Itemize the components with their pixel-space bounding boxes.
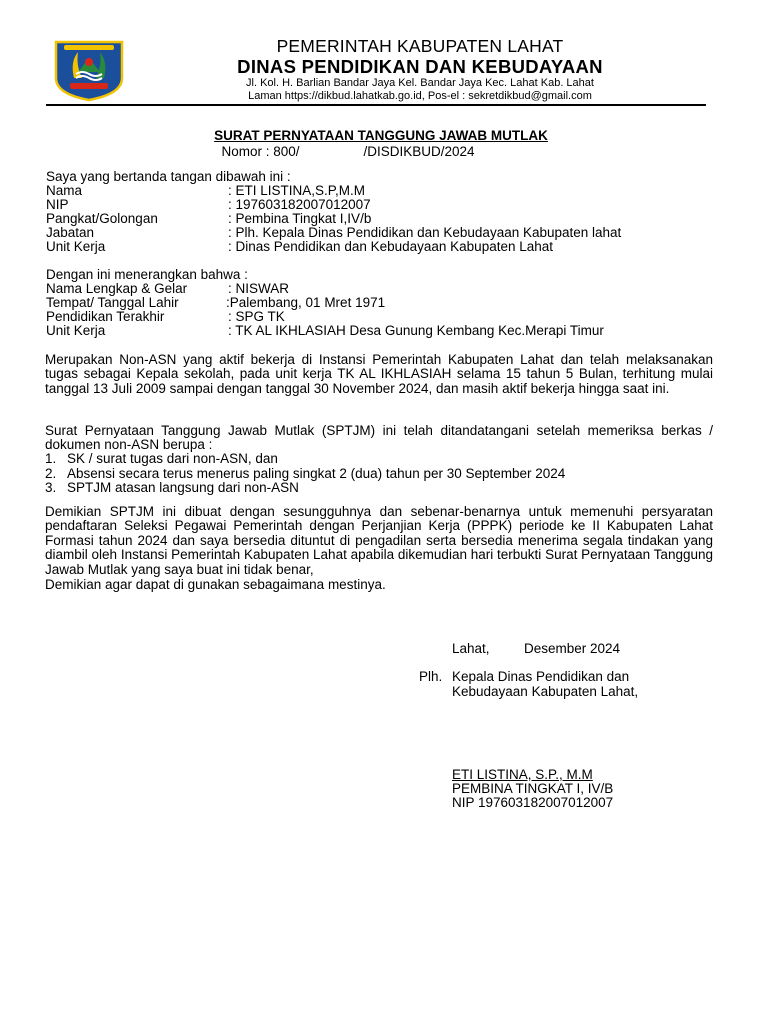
- signer-intro: Saya yang bertanda tangan dibawah ini :: [46, 169, 291, 184]
- government-name: PEMERINTAH KABUPATEN LAHAT: [276, 36, 564, 56]
- kabupaten-lahat-emblem-icon: [52, 38, 126, 102]
- field-label: Tempat/ Tanggal Lahir: [46, 295, 179, 310]
- list-item: 2. Absensi secara terus menerus paling singkat 2 (dua) tahun per 30 September 2024: [45, 465, 566, 481]
- field-value: :Palembang, 01 Mret 1971: [226, 295, 386, 310]
- letter-heading: SURAT PERNYATAAN TANGGUNG JAWAB MUTLAK: [214, 128, 548, 143]
- letter-number-prefix: Nomor : 800/: [221, 144, 300, 159]
- office-name: DINAS PENDIDIKAN DAN KEBUDAYAAN: [237, 56, 603, 77]
- signature-date: Desember 2024: [524, 641, 621, 656]
- document-list: [45, 452, 565, 496]
- signature-position: Kepala Dinas Pendidikan dan: [452, 669, 630, 684]
- signatory-nip: NIP 197603182007012007: [452, 795, 614, 810]
- field-label: Nama: [46, 183, 83, 198]
- closing-sentence: Demikian agar dapat di gunakan sebagaimana mestinya.: [45, 577, 386, 592]
- signatory-name: ETI LISTINA, S.P., M.M: [452, 767, 593, 782]
- signatory-rank: PEMBINA TINGKAT I, IV/B: [452, 781, 614, 796]
- field-label: NIP: [46, 197, 69, 212]
- signature-place: Lahat,: [452, 641, 490, 656]
- field-value: : ETI LISTINA,S.P,M.M: [228, 183, 366, 198]
- field-value: : Pembina Tingkat I,IV/b: [228, 211, 372, 226]
- field-label: Nama Lengkap & Gelar: [46, 281, 188, 296]
- letter-title: [0, 128, 768, 159]
- field-label: Unit Kerja: [46, 323, 106, 338]
- letter-number: [0, 144, 768, 159]
- paragraph-statement: Demikian SPTJM ini dibuat dengan sesungguhnya dan sebenar-benarnya untuk memenuhi persyaratan pendaftaran Seleksi Pegawai Pemerintah dengan Perjanjian Kerja (PPPK) periode ke II Kabupaten Lahat Formasi tahun 2024 dan saya bersedia dituntut di pengadilan serta bersedia menerima segala tindakan yang diambil oleh Instansi Pemerintah Kabupaten Lahat apabila dikemudian hari terbukti Surat Pernyataan Tanggung Jawab Mutlak yang saya buat ini tidak benar,: [45, 504, 713, 577]
- paragraph-sptjm: Surat Pernyataan Tanggung Jawab Mutlak (SPTJM) ini telah ditandatangani setelah memeriksa berkas / dokumen non-ASN berupa :: [45, 423, 713, 453]
- signature-position: Kebudayaan Kabupaten Lahat,: [452, 684, 639, 699]
- field-value: : SPG TK: [228, 309, 285, 324]
- paragraph-employment: Merupakan Non-ASN yang aktif bekerja di Instansi Pemerintah Kabupaten Lahat dan telah melaksanakan tugas sebagai Kepala sekolah, pada unit kerja TK AL IKHLASIAH selama 15 tahun 5 Bulan, terhitung mulai tanggal 13 Juli 2009 sampai dengan tanggal 30 November 2024, dan masih aktif bekerja hingga saat ini.: [45, 352, 713, 396]
- list-item: 3. SPTJM atasan langsung dari non-ASN: [45, 480, 299, 496]
- signature-prefix: Plh.: [419, 669, 443, 684]
- field-label: Unit Kerja: [46, 239, 106, 254]
- letterhead-divider: [46, 104, 706, 106]
- field-value: : Plh. Kepala Dinas Pendidikan dan Kebudayaan Kabupaten lahat: [228, 225, 622, 240]
- field-label: Pendidikan Terakhir: [46, 309, 165, 324]
- letter-number-suffix: /DISDIKBUD/2024: [363, 144, 475, 159]
- field-value: : NISWAR: [228, 281, 290, 296]
- letterhead: [140, 36, 700, 103]
- field-value: : 197603182007012007: [228, 197, 371, 212]
- field-value: : TK AL IKHLASIAH Desa Gunung Kembang Kec.Merapi Timur: [228, 323, 604, 338]
- field-value: : Dinas Pendidikan dan Kebudayaan Kabupaten Lahat: [228, 239, 554, 254]
- office-address: Jl. Kol. H. Barlian Bandar Jaya Kel. Bandar Jaya Kec. Lahat Kab. Lahat: [246, 77, 594, 89]
- subject-intro: Dengan ini menerangkan bahwa :: [46, 267, 248, 282]
- office-contact: Laman https://dikbud.lahatkab.go.id, Pos-el : sekretdikbud@gmail.com: [248, 90, 592, 102]
- list-item: 1. SK / surat tugas dari non-ASN, dan: [45, 451, 278, 466]
- field-label: Jabatan: [46, 225, 95, 240]
- field-label: Pangkat/Golongan: [46, 211, 158, 226]
